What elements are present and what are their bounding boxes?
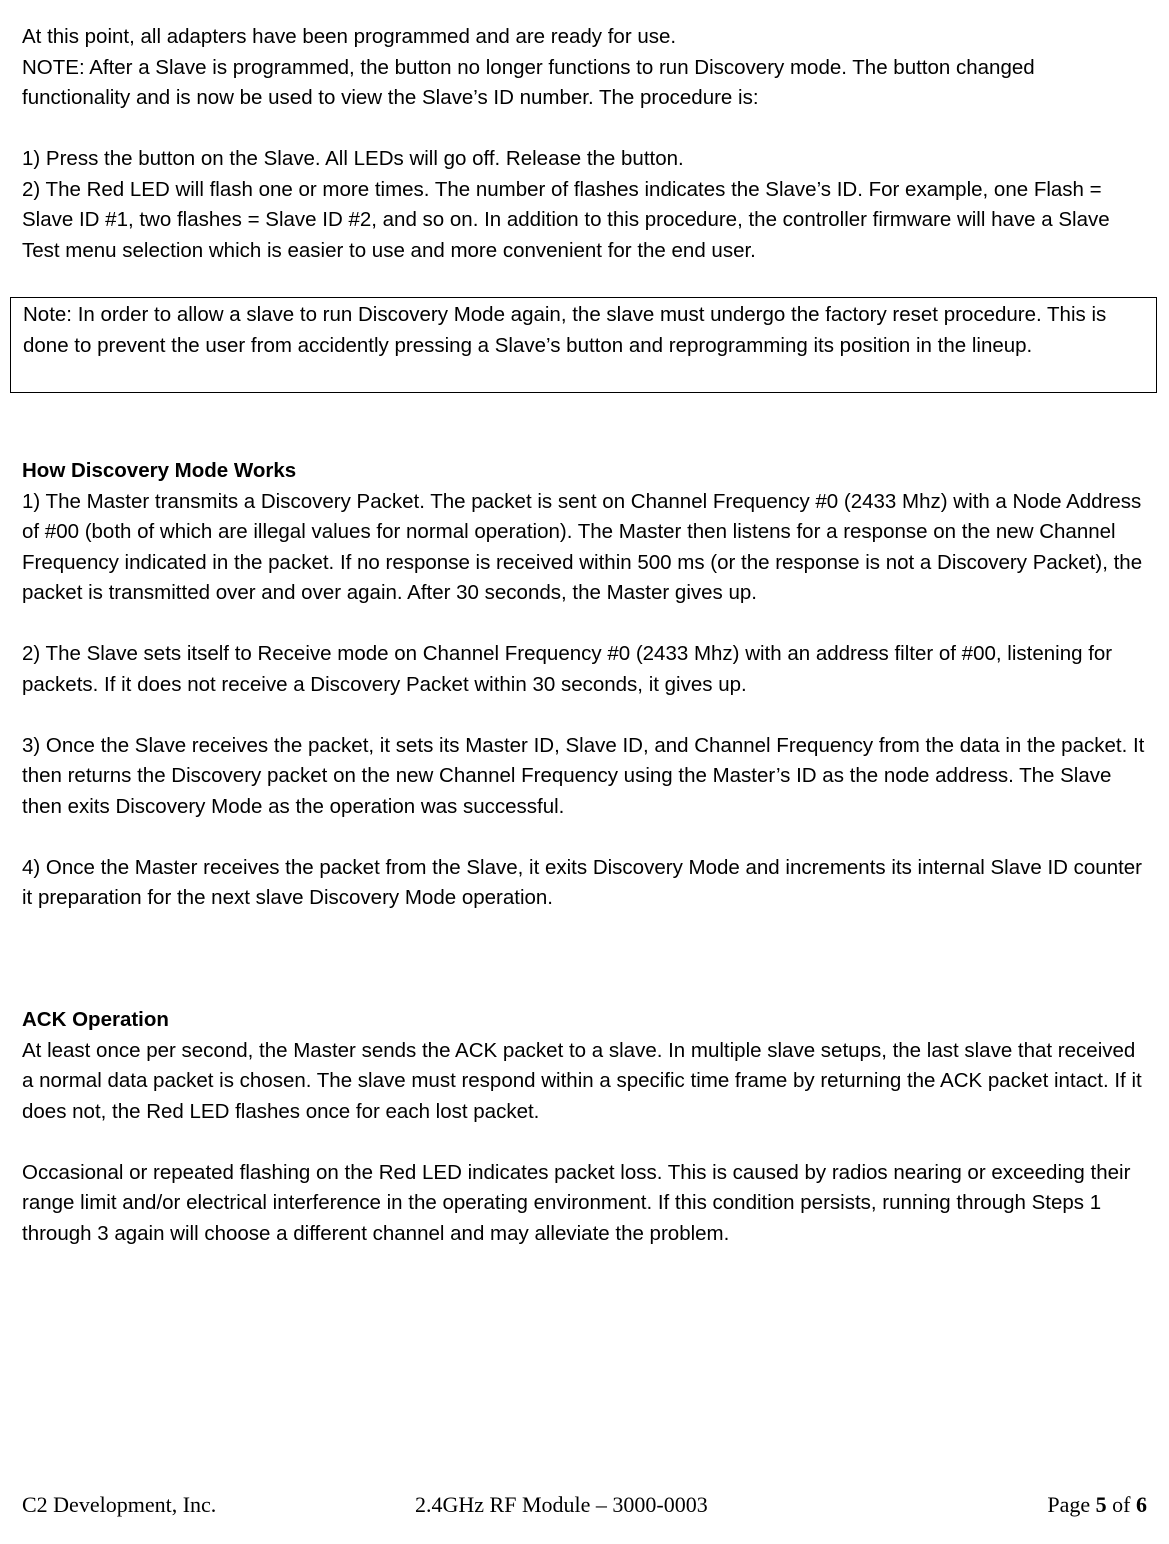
spacer (22, 822, 1147, 853)
factory-reset-note-box (10, 297, 1157, 393)
intro-note: NOTE: After a Slave is programmed, the button no longer functions to run Discovery mode. The button changed functionality and is now be used to view the Slave’s ID number. The procedure is: (22, 55, 1035, 109)
discovery-step-3: 3) Once the Slave receives the packet, it sets its Master ID, Slave ID, and Channel Frequency from the data in the packet. It then returns the Discovery packet on the new Channel Frequency using the Master’s ID as the node address. The Slave then exits Discovery Mode as the operation was successful. (22, 733, 1145, 818)
ack-paragraph-1: At least once per second, the Master sends the ACK packet to a slave. In multiple slave setups, the last slave that received a normal data packet is chosen. The slave must respond within a specific time frame by returning the ACK packet intact. If it does not, the Red LED flashes once for each lost packet. (22, 1038, 1142, 1123)
ack-paragraph-2: Occasional or repeated flashing on the Red LED indicates packet loss. This is caused by radios nearing or exceeding their range limit and/or electrical interference in the operating environment. If this condition persists, running through Steps 1 through 3 again will choose a different channel and may alleviate the problem. (22, 1160, 1131, 1245)
discovery-step-1: 1) The Master transmits a Discovery Packet. The packet is sent on Channel Frequency #0 (2433 Mhz) with a Node Address of #00 (both of which are illegal values for normal operation). The Master then listens for a response on the new Channel Frequency indicated in the packet. If no response is received within 500 ms (or the response is not a Discovery Packet), the packet is transmitted over and over again. After 30 seconds, the Master gives up. (22, 489, 1143, 604)
footer-page-number (1047, 1490, 1147, 1520)
page-current: 5 (1095, 1492, 1107, 1517)
ack-section (22, 1005, 1147, 1249)
spacer (22, 609, 1147, 640)
intro-section (22, 22, 1147, 266)
discovery-heading: How Discovery Mode Works (22, 459, 297, 482)
footer-product: 2.4GHz RF Module – 3000-0003 (415, 1492, 708, 1517)
procedure-step-2: 2) The Red LED will flash one or more times. The number of flashes indicates the Slave’s ID. For example, one Flash = Slave ID #1, two flashes = Slave ID #2, and so on. In addition to this procedure, the controller firmware will have a Slave Test menu selection which is easier to use and more convenient for the end user. (22, 177, 1110, 262)
ack-heading: ACK Operation (22, 1008, 169, 1031)
spacer (22, 114, 1147, 145)
spacer (22, 700, 1147, 731)
footer-company: C2 Development, Inc. (22, 1492, 217, 1517)
discovery-step-2: 2) The Slave sets itself to Receive mode on Channel Frequency #0 (2433 Mhz) with an address filter of #00, listening for packets. If it does not receive a Discovery Packet within 30 seconds, it gives up. (22, 642, 1113, 696)
discovery-section (22, 456, 1147, 914)
page-of: of (1106, 1492, 1136, 1517)
intro-line: At this point, all adapters have been programmed and are ready for use. (22, 25, 677, 48)
factory-reset-note-text: Note: In order to allow a slave to run Discovery Mode again, the slave must undergo the factory reset procedure. This is done to prevent the user from accidently pressing a Slave’s button and reprogramming its position in the lineup. (23, 303, 1107, 357)
discovery-step-4: 4) Once the Master receives the packet from the Slave, it exits Discovery Mode and increments its internal Slave ID counter it preparation for the next slave Discovery Mode operation. (22, 855, 1143, 909)
spacer (22, 1127, 1147, 1158)
page-total: 6 (1136, 1492, 1147, 1517)
page-prefix: Page (1047, 1492, 1096, 1517)
procedure-step-1: 1) Press the button on the Slave. All LEDs will go off. Release the button. (22, 147, 684, 170)
page-footer (22, 1490, 1147, 1520)
